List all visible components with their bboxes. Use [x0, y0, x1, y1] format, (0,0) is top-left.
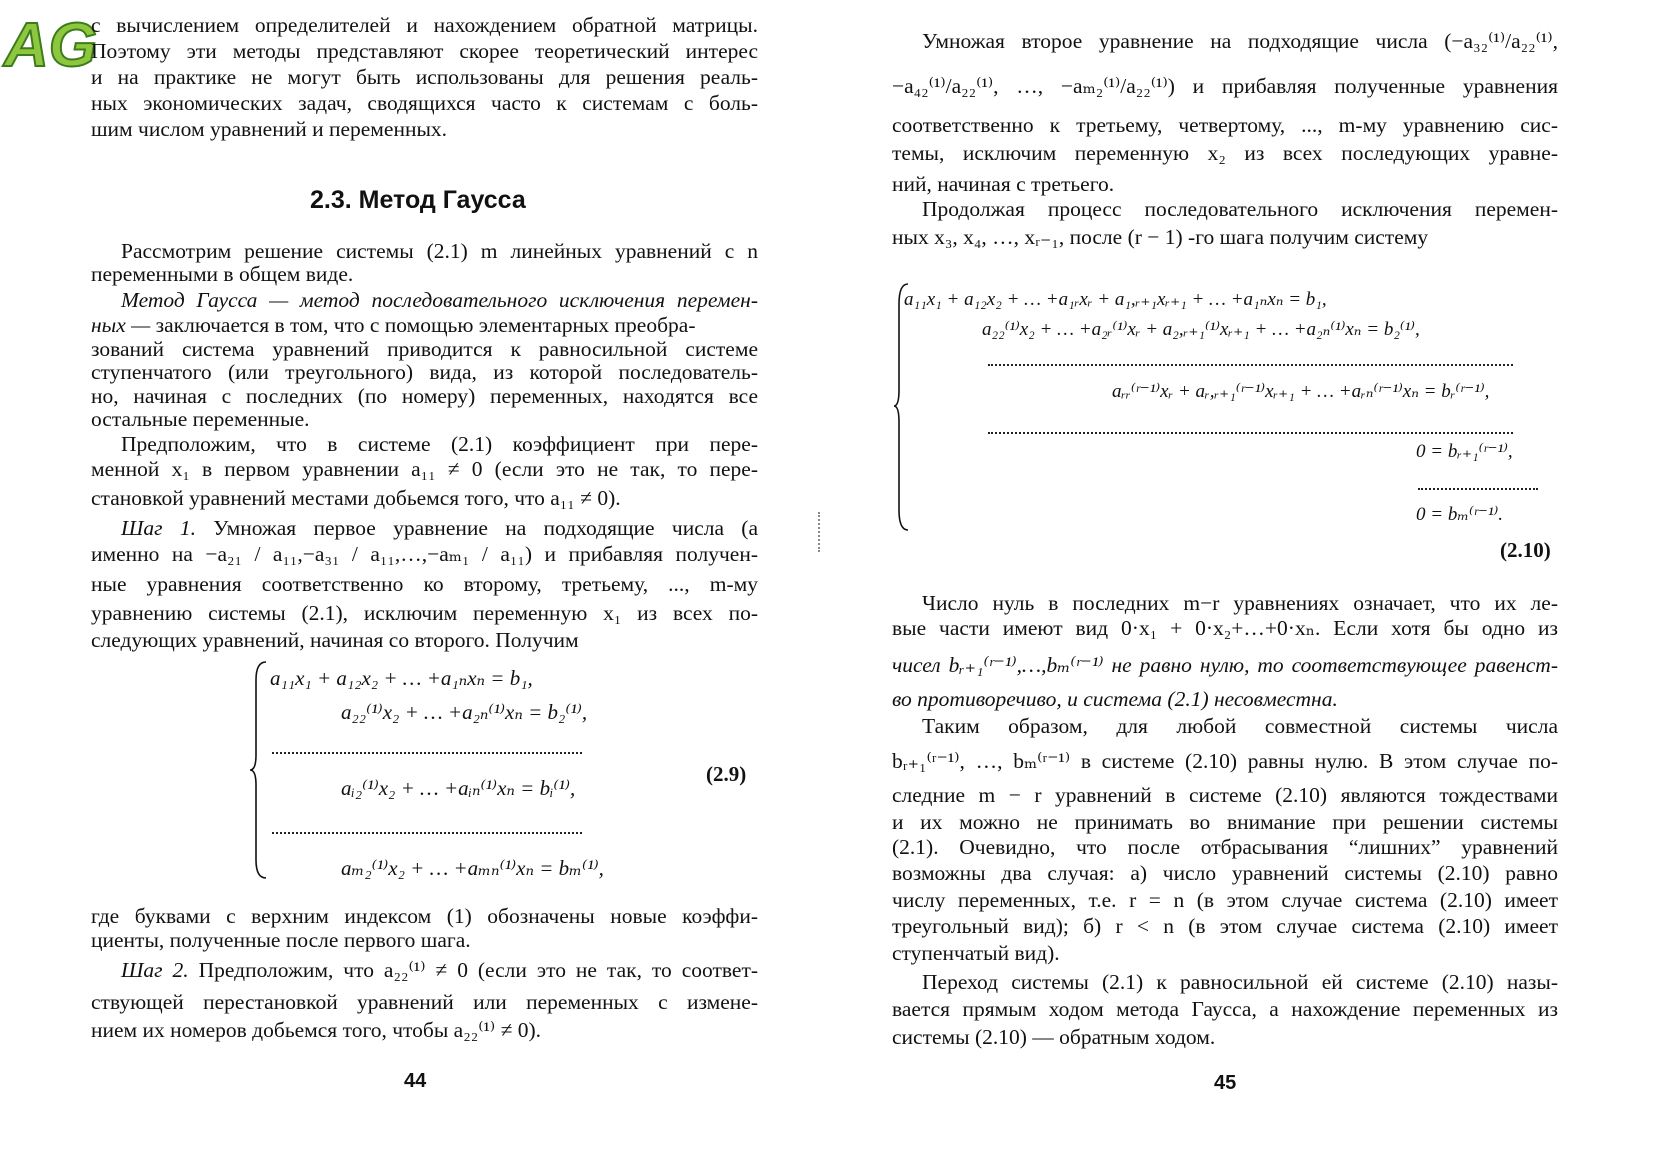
equation-row: aₘ₂⁽¹⁾x₂ + … +aₘₙ⁽¹⁾xₙ = bₘ⁽¹⁾,	[341, 856, 604, 880]
text-line: соответственно к третьему, четвертому, ..., m-му уравнению сис-	[892, 113, 1558, 137]
text-line: системы (2.10) — обратным ходом.	[892, 1025, 1216, 1049]
text-line: Рассмотрим решение системы (2.1) m линейных уравнений с n	[121, 239, 758, 263]
equation-row: a₁₁x₁ + a₁₂x₂ + … +a₁ᵣxᵣ + a₁,ᵣ₊₁xᵣ₊₁ + … +a₁ₙxₙ = b₁,	[904, 289, 1327, 310]
method-definition-end: ных —	[91, 313, 151, 337]
svg-text:AG: AG	[4, 11, 97, 80]
page-44	[0, 0, 830, 1161]
text-line: ных экономических задач, сводящихся часто к системам с боль-	[91, 91, 758, 115]
equation-row: aᵢ₂⁽¹⁾x₂ + … +aᵢₙ⁽¹⁾xₙ = bᵢ⁽¹⁾,	[341, 776, 576, 800]
text-line: где буквами с верхним индексом (1) обозначены новые коэффи-	[91, 904, 758, 928]
text-line	[121, 957, 758, 983]
method-rest: заключается в том, что с помощью элементарных преобра-	[150, 313, 696, 337]
section-title: 2.3. Метод Гаусса	[310, 186, 526, 214]
ellipsis-row	[1418, 488, 1538, 490]
text-line: менной x₁ в первом уравнении a₁₁ ≠ 0 (если это не так, то пере-	[91, 457, 758, 481]
text-line: ные уравнения соответственно ко второму, третьему, ..., m-му	[91, 572, 758, 596]
text-line: возможны два случая: а) число уравнений системы (2.10) равно	[892, 861, 1558, 885]
ellipsis-row	[988, 432, 1513, 434]
text-line: уравнению системы (2.1), исключим переменную x₁ из всех по-	[91, 601, 758, 625]
text-line: Умножая второе уравнение на подходящие числа (−a₃₂⁽¹⁾/a₂₂⁽¹⁾,	[922, 29, 1558, 53]
method-definition: Метод Гаусса — метод последовательного исключения перемен-	[121, 288, 758, 312]
text-line: чисел bᵣ₊₁⁽ʳ⁻¹⁾,…,bₘ⁽ʳ⁻¹⁾ не равно нулю, то соответствующее равенст-	[892, 653, 1558, 677]
text-line: зований система уравнений приводится к равносильной системе	[91, 337, 758, 361]
text-line: ний, начиная с третьего.	[892, 172, 1115, 196]
text-line: следующих уравнений, начиная со второго. Получим	[91, 628, 579, 652]
ellipsis-row	[272, 832, 582, 834]
text-line: Таким образом, для любой совместной системы числа	[922, 714, 1558, 738]
text-line: треугольный вид); б) r < n (в этом случае система (2.10) имеет	[892, 914, 1558, 938]
brace-2-9	[248, 660, 270, 880]
text-line: становкой уравнений местами добьемся того, что a₁₁ ≠ 0).	[91, 486, 621, 510]
page-number: 44	[404, 1070, 427, 1092]
text-line: и на практике не могут быть использованы для решения реаль-	[91, 65, 758, 89]
text-line: именно на −a₂₁ / a₁₁,−a₃₁ / a₁₁,…,−aₘ₁ / a₁₁) и прибавляя получен-	[91, 542, 758, 566]
text-line: bᵣ₊₁⁽ʳ⁻¹⁾, …, bₘ⁽ʳ⁻¹⁾ в системе (2.10) равны нулю. В этом случае по-	[892, 749, 1558, 773]
equation-row: a₂₂⁽¹⁾x₂ + … +a₂ₙ⁽¹⁾xₙ = b₂⁽¹⁾,	[341, 700, 588, 724]
text-line: остальные переменные.	[91, 407, 310, 431]
text-line: шим числом уравнений и переменных.	[91, 117, 448, 141]
text-line: но, начиная с последних (по номеру) переменных, находятся все	[91, 384, 758, 408]
text-line: вается прямым ходом метода Гаусса, а нахождение переменных из	[892, 997, 1558, 1021]
text-line: −a₄₂⁽¹⁾/a₂₂⁽¹⁾, …, −aₘ₂⁽¹⁾/a₂₂⁽¹⁾) и прибавляя полученные уравнения	[892, 74, 1558, 98]
text-line: с вычислением определителей и нахождением обратной матрицы.	[91, 13, 758, 37]
text-line: вые части имеют вид 0·x₁ + 0·x₂+…+0·xₙ. Если хотя бы одно из	[892, 616, 1558, 640]
equation-row: 0 = bᵣ₊₁⁽ʳ⁻¹⁾,	[1416, 441, 1513, 462]
text-line: следние m − r уравнений в системе (2.10) являются тождествами	[892, 783, 1558, 807]
equation-label: (2.10)	[1500, 538, 1551, 562]
text-line: ступенчатый вид).	[892, 941, 1060, 965]
step-label: Шаг 2.	[121, 958, 189, 982]
text-line	[121, 515, 758, 541]
text-line: ступенчатого (или треугольного) вида, из которой последователь-	[91, 360, 758, 384]
equation-label: (2.9)	[706, 762, 747, 786]
text-line: Предположим, что в системе (2.1) коэффициент при пере-	[121, 432, 758, 456]
text-line: и их можно не принимать во внимание при решении системы	[892, 810, 1558, 834]
text-line: ствующей перестановкой уравнений или переменных с измене-	[91, 990, 758, 1014]
brace-2-10	[892, 282, 912, 532]
text-line: Переход системы (2.1) к равносильной ей системе (2.10) назы-	[922, 970, 1558, 994]
text-line: ных x₃, x₄, …, xᵣ₋₁, после (r − 1) -го шага получим систему	[892, 225, 1429, 249]
ellipsis-row	[272, 752, 582, 754]
step-label: Шаг 1.	[121, 516, 196, 540]
text-line	[91, 312, 758, 338]
step-text: Умножая первое уравнение на подходящие числа (а	[195, 516, 758, 540]
text-line: циенты, полученные после первого шага.	[91, 928, 471, 952]
text-line: Поэтому эти методы представляют скорее теоретический интерес	[91, 39, 758, 63]
equation-row: a₁₁x₁ + a₁₂x₂ + … +a₁ₙxₙ = b₁,	[270, 666, 533, 690]
equation-row: a₂₂⁽¹⁾x₂ + … +a₂ᵣ⁽¹⁾xᵣ + a₂,ᵣ₊₁⁽¹⁾xᵣ₊₁ + … +a₂ₙ⁽¹⁾xₙ = b₂⁽¹⁾,	[982, 319, 1420, 340]
ellipsis-row	[988, 364, 1513, 366]
gutter-mark	[818, 512, 822, 552]
text-line: нием их номеров добьемся того, чтобы a₂₂⁽¹⁾ ≠ 0).	[91, 1018, 542, 1042]
text-line: Число нуль в последних m−r уравнениях означает, что их ле-	[922, 591, 1558, 615]
equation-row: aᵣᵣ⁽ʳ⁻¹⁾xᵣ + aᵣ,ᵣ₊₁⁽ʳ⁻¹⁾xᵣ₊₁ + … +aᵣₙ⁽ʳ⁻¹⁾xₙ = bᵣ⁽ʳ⁻¹⁾,	[1112, 381, 1490, 402]
text-line: переменными в общем виде.	[91, 262, 354, 286]
text-line: числу переменных, т.е. r = n (в этом случае система (2.10) имеет	[892, 888, 1558, 912]
equation-row: 0 = bₘ⁽ʳ⁻¹⁾.	[1416, 504, 1504, 525]
text-line: Продолжая процесс последовательного исключения перемен-	[922, 197, 1558, 221]
text-line: во противоречиво, и система (2.1) несовместна.	[892, 687, 1338, 711]
step-text: Предположим, что a₂₂⁽¹⁾ ≠ 0 (если это не так, то соответ-	[188, 958, 758, 982]
page-number: 45	[1214, 1072, 1237, 1094]
text-line: (2.1). Очевидно, что после отбрасывания “лишних” уравнений	[892, 835, 1558, 859]
page-45	[830, 0, 1662, 1161]
text-line: темы, исключим переменную x₂ из всех последующих уравне-	[892, 141, 1558, 165]
